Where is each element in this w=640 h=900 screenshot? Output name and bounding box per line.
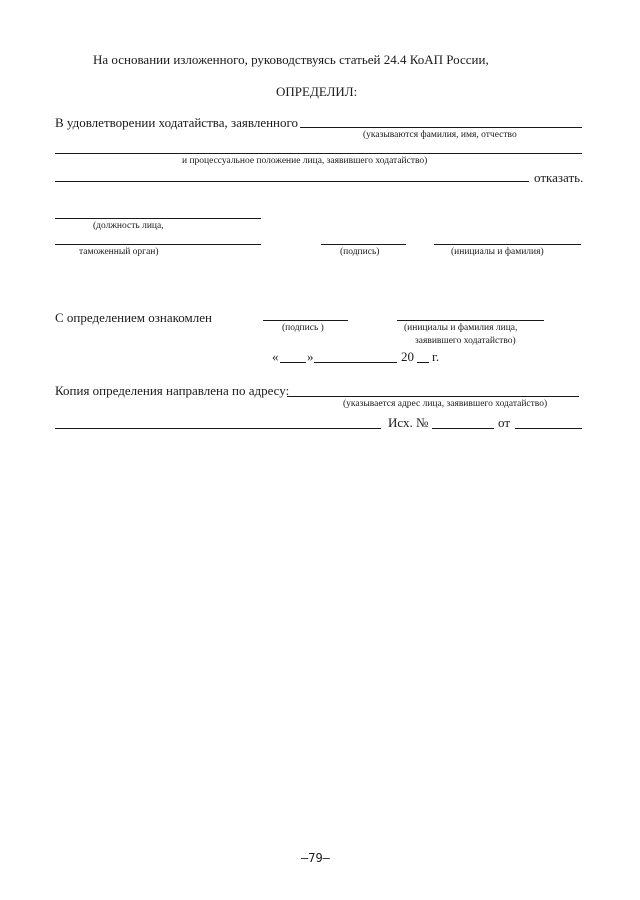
official-caption-initials: (инициалы и фамилия) (451, 247, 544, 257)
date-close-quote: » (307, 349, 314, 364)
intro-text: На основании изложенного, руководствуясь статьей 24.4 КоАП России, (93, 52, 489, 67)
official-position-line (55, 218, 261, 219)
petition-status-line (55, 153, 582, 154)
copy-address-extra-line (55, 428, 381, 429)
acquainted-initials-line (397, 320, 544, 321)
date-year-suffix: г. (432, 349, 440, 364)
petition-label: В удовлетворении ходатайства, заявленного (55, 115, 299, 130)
official-customs-line (55, 244, 261, 245)
outgoing-number-label: Исх. № (388, 415, 429, 430)
acquainted-label: С определением ознакомлен (55, 310, 212, 325)
official-caption-customs: таможенный орган) (79, 247, 159, 257)
outgoing-date-label: от (498, 415, 511, 430)
copy-label: Копия определения направлена по адресу: (55, 383, 290, 398)
acquainted-caption-initials-1: (инициалы и фамилия лица, (404, 323, 518, 333)
acquainted-caption-initials-2: заявившего ходатайство) (415, 336, 516, 346)
copy-address-line (287, 396, 579, 397)
refuse-text: отказать. (534, 170, 584, 185)
date-open-quote: « (272, 349, 279, 364)
petition-name-line (300, 127, 582, 128)
decision-heading: ОПРЕДЕЛИЛ: (276, 84, 358, 99)
date-month-line (314, 362, 397, 363)
date-year-prefix: 20 (401, 349, 414, 364)
acquainted-signature-line (263, 320, 348, 321)
date-day-line (280, 362, 306, 363)
official-caption-signature: (подпись) (340, 247, 380, 257)
petition-caption-status: и процессуальное положение лица, заявившего ходатайство) (182, 156, 428, 166)
acquainted-caption-signature: (подпись ) (282, 323, 324, 333)
page-number: –79– (301, 851, 330, 865)
copy-caption-address: (указывается адрес лица, заявившего ходатайство) (343, 399, 548, 409)
petition-caption-name: (указываются фамилия, имя, отчество (363, 130, 517, 140)
outgoing-date-line (515, 428, 582, 429)
outgoing-number-line (432, 428, 494, 429)
official-signature-line (321, 244, 406, 245)
date-year-line (417, 362, 429, 363)
official-initials-line (434, 244, 581, 245)
official-caption-position: (должность лица, (93, 221, 164, 231)
petition-extra-line (55, 181, 529, 182)
